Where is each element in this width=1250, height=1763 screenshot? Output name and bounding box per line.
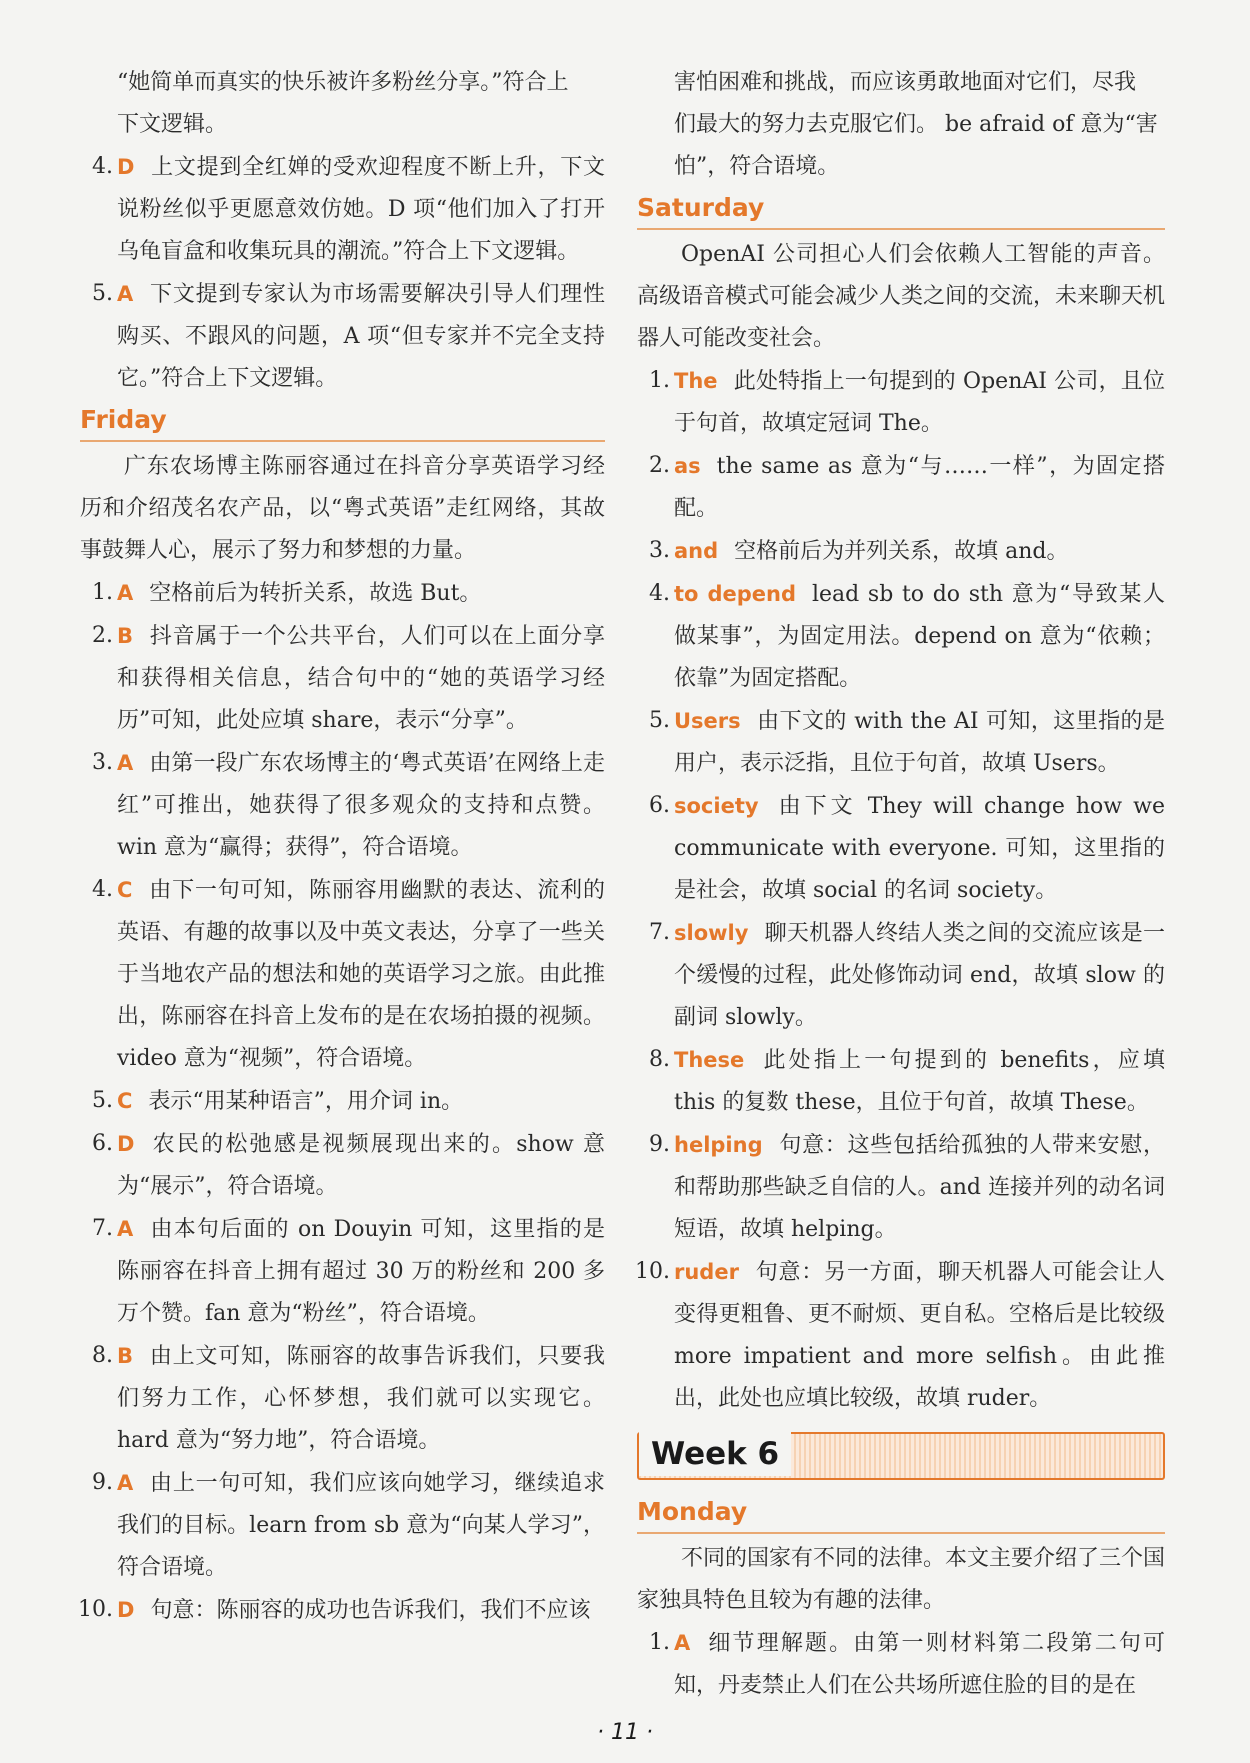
explanation: 细节理解题。由第一则材料第二段第二句可知，丹麦禁止人们在公共场所遮住脸的目的是在: [674, 1631, 1165, 1698]
explanation: 农民的松弛感是视频展现出来的。show 意为“展示”，符合语境。: [117, 1132, 605, 1199]
answer-item: [80, 1080, 605, 1123]
continued-line: “她简单而真实的快乐被许多粉丝分享。”符合上: [117, 70, 569, 95]
answer-key: B: [117, 1344, 134, 1368]
explanation: 此处特指上一句提到的 OpenAI 公司，且位于句首，故填定冠词 The。: [674, 369, 1165, 436]
section-heading-friday: Friday: [80, 402, 605, 442]
continued-line: 下文逻辑。: [117, 112, 228, 137]
answer-key: B: [117, 624, 134, 648]
answer-key: slowly: [674, 921, 749, 945]
explanation: 句意：另一方面，聊天机器人可能会让人变得更粗鲁、更不耐烦、更自私。空格后是比较级 more impatient and more selfish。由此推出，此处也应填比较级，故填 ruder。: [674, 1260, 1165, 1411]
answer-item: [637, 445, 1165, 530]
right-column: [637, 62, 1165, 1707]
item-number: 1.: [92, 580, 113, 605]
explanation: 由本句后面的 on Douyin 可知，这里指的是陈丽容在抖音上拥有超过 30 万的粉丝和 200 多万个赞。fan 意为“粉丝”，符合语境。: [117, 1217, 605, 1326]
answer-key: These: [674, 1048, 745, 1072]
answer-key: D: [117, 1132, 135, 1156]
explanation: 句意：陈丽容的成功也告诉我们，我们不应该: [150, 1598, 591, 1623]
answer-key: as: [674, 454, 701, 478]
item-number: 7.: [649, 920, 670, 945]
explanation: 由下一句可知，陈丽容用幽默的表达、流利的英语、有趣的故事以及中英文表达，分享了一些关于当地农产品的想法和她的英语学习之旅。由此推出，陈丽容在抖音上发布的是在农场拍摄的视频。video 意为“视频”，符合语境。: [117, 878, 605, 1071]
answer-item: [80, 572, 605, 615]
answer-item: [637, 573, 1165, 700]
explanation: 空格前后为并列关系，故填 and。: [734, 539, 1069, 564]
section-heading-monday: Monday: [637, 1494, 1165, 1534]
answer-key: Users: [674, 709, 741, 733]
explanation: 句意：这些包括给孤独的人带来安慰，和帮助那些缺乏自信的人。and 连接并列的动名词短语，故填 helping。: [674, 1133, 1165, 1242]
answer-item: [637, 1251, 1165, 1420]
explanation: 由上文可知，陈丽容的故事告诉我们，只要我们努力工作，心怀梦想，我们就可以实现它。hard 意为“努力地”，符合语境。: [117, 1344, 605, 1453]
item-number: 6.: [649, 793, 670, 818]
item-number: 10.: [635, 1259, 670, 1284]
week-label: Week 6: [639, 1432, 791, 1476]
item-number: 3.: [92, 750, 113, 775]
answer-item: [80, 1335, 605, 1462]
explanation: 由下文 They will change how we communicate with everyone. 可知，这里指的是社会，故填 social 的名词 society。: [674, 794, 1165, 903]
answer-item: [80, 273, 605, 400]
answer-key: C: [117, 878, 133, 902]
answer-key: D: [117, 155, 135, 179]
answer-key: ruder: [674, 1260, 739, 1284]
section-intro: OpenAI 公司担心人们会依赖人工智能的声音。高级语音模式可能会减少人类之间的交流，未来聊天机器人可能改变社会。: [637, 242, 1166, 351]
answer-item: [80, 1589, 605, 1632]
week-banner: [637, 1432, 1165, 1480]
answer-item: [637, 912, 1165, 1039]
answer-item: [637, 530, 1165, 573]
answer-key: A: [117, 581, 134, 605]
continued-line: 怕”，符合语境。: [674, 154, 840, 179]
answer-item: [80, 1123, 605, 1208]
section-intro: 不同的国家有不同的法律。本文主要介绍了三个国家独具特色且较为有趣的法律。: [637, 1546, 1166, 1613]
item-number: 4.: [92, 154, 113, 179]
answer-item: [80, 742, 605, 869]
answer-item: [637, 700, 1165, 785]
explanation: 由上一句可知，我们应该向她学习，继续追求我们的目标。learn from sb 意为“向某人学习”，符合语境。: [117, 1471, 605, 1580]
answer-item: [80, 1462, 605, 1589]
section-heading-saturday: Saturday: [637, 190, 1165, 230]
answer-key: The: [674, 369, 718, 393]
item-number: 9.: [649, 1132, 670, 1157]
explanation: the same as 意为“与……一样”，为固定搭配。: [674, 454, 1165, 521]
item-number: 8.: [649, 1047, 670, 1072]
continued-line: 们最大的努力去克服它们。 be afraid of 意为“害: [674, 112, 1158, 137]
explanation: 空格前后为转折关系，故选 But。: [149, 581, 482, 606]
item-number: 5.: [649, 708, 670, 733]
answer-item: [637, 1124, 1165, 1251]
item-number: 9.: [92, 1470, 113, 1495]
explanation: 聊天机器人终结人类之间的交流应该是一个缓慢的过程，此处修饰动词 end，故填 slow 的副词 slowly。: [674, 921, 1165, 1030]
answer-key: A: [117, 1471, 134, 1495]
item-number: 5.: [92, 1088, 113, 1113]
answer-key: A: [674, 1631, 691, 1655]
item-number: 8.: [92, 1343, 113, 1368]
explanation: 由下文的 with the AI 可知，这里指的是用户，表示泛指，且位于句首，故填 Users。: [674, 709, 1165, 776]
item-number: 5.: [92, 281, 113, 306]
answer-key: C: [117, 1089, 133, 1113]
item-number: 2.: [92, 623, 113, 648]
page-number: · 11 ·: [597, 1720, 653, 1745]
answer-item: [80, 869, 605, 1080]
item-number: 1.: [649, 1630, 670, 1655]
answer-item: [80, 1208, 605, 1335]
item-number: 1.: [649, 368, 670, 393]
item-number: 7.: [92, 1216, 113, 1241]
explanation: lead sb to do sth 意为“导致某人做某事”，为固定用法。depend on 意为“依赖；依靠”为固定搭配。: [674, 582, 1166, 691]
answer-key: A: [117, 751, 134, 775]
item-number: 6.: [92, 1131, 113, 1156]
answer-key: A: [117, 1217, 134, 1241]
explanation: 抖音属于一个公共平台，人们可以在上面分享和获得相关信息，结合句中的“她的英语学习经历”可知，此处应填 share，表示“分享”。: [117, 624, 605, 733]
explanation: 下文提到专家认为市场需要解决引导人们理性购买、不跟风的问题，A 项“但专家并不完全支持它。”符合上下文逻辑。: [117, 282, 605, 391]
item-number: 10.: [78, 1597, 113, 1622]
answer-item: [637, 1622, 1165, 1707]
answer-item: [80, 615, 605, 742]
answer-item: [637, 360, 1165, 445]
answer-key: and: [674, 539, 719, 563]
continued-line: 害怕困难和挑战，而应该勇敢地面对它们，尽我: [674, 70, 1137, 95]
answer-key: to depend: [674, 582, 796, 606]
answer-item: [637, 1039, 1165, 1124]
answer-key: society: [674, 794, 759, 818]
explanation: 由第一段广东农场博主的‘粤式英语’在网络上走红”可推出，她获得了很多观众的支持和点赞。win 意为“赢得；获得”，符合语境。: [117, 751, 605, 860]
explanation: 此处指上一句提到的 benefits，应填 this 的复数 these，且位于句首，故填 These。: [674, 1048, 1165, 1115]
explanation: 上文提到全红婵的受欢迎程度不断上升，下文说粉丝似乎更愿意效仿她。D 项“他们加入了打开乌龟盲盒和收集玩具的潮流。”符合上下文逻辑。: [117, 155, 605, 264]
item-number: 4.: [92, 877, 113, 902]
answer-item: [80, 146, 605, 273]
answer-key: A: [117, 282, 134, 306]
answer-key: helping: [674, 1133, 763, 1157]
left-column: [80, 62, 605, 1632]
item-number: 3.: [649, 538, 670, 563]
explanation: 表示“用某种语言”，用介词 in。: [148, 1089, 464, 1114]
section-intro: 广东农场博主陈丽容通过在抖音分享英语学习经历和介绍茂名农产品，以“粤式英语”走红网络，其故事鼓舞人心，展示了努力和梦想的力量。: [80, 454, 605, 563]
answer-key: D: [117, 1598, 135, 1622]
item-number: 2.: [649, 453, 670, 478]
item-number: 4.: [649, 581, 670, 606]
answer-item: [637, 785, 1165, 912]
